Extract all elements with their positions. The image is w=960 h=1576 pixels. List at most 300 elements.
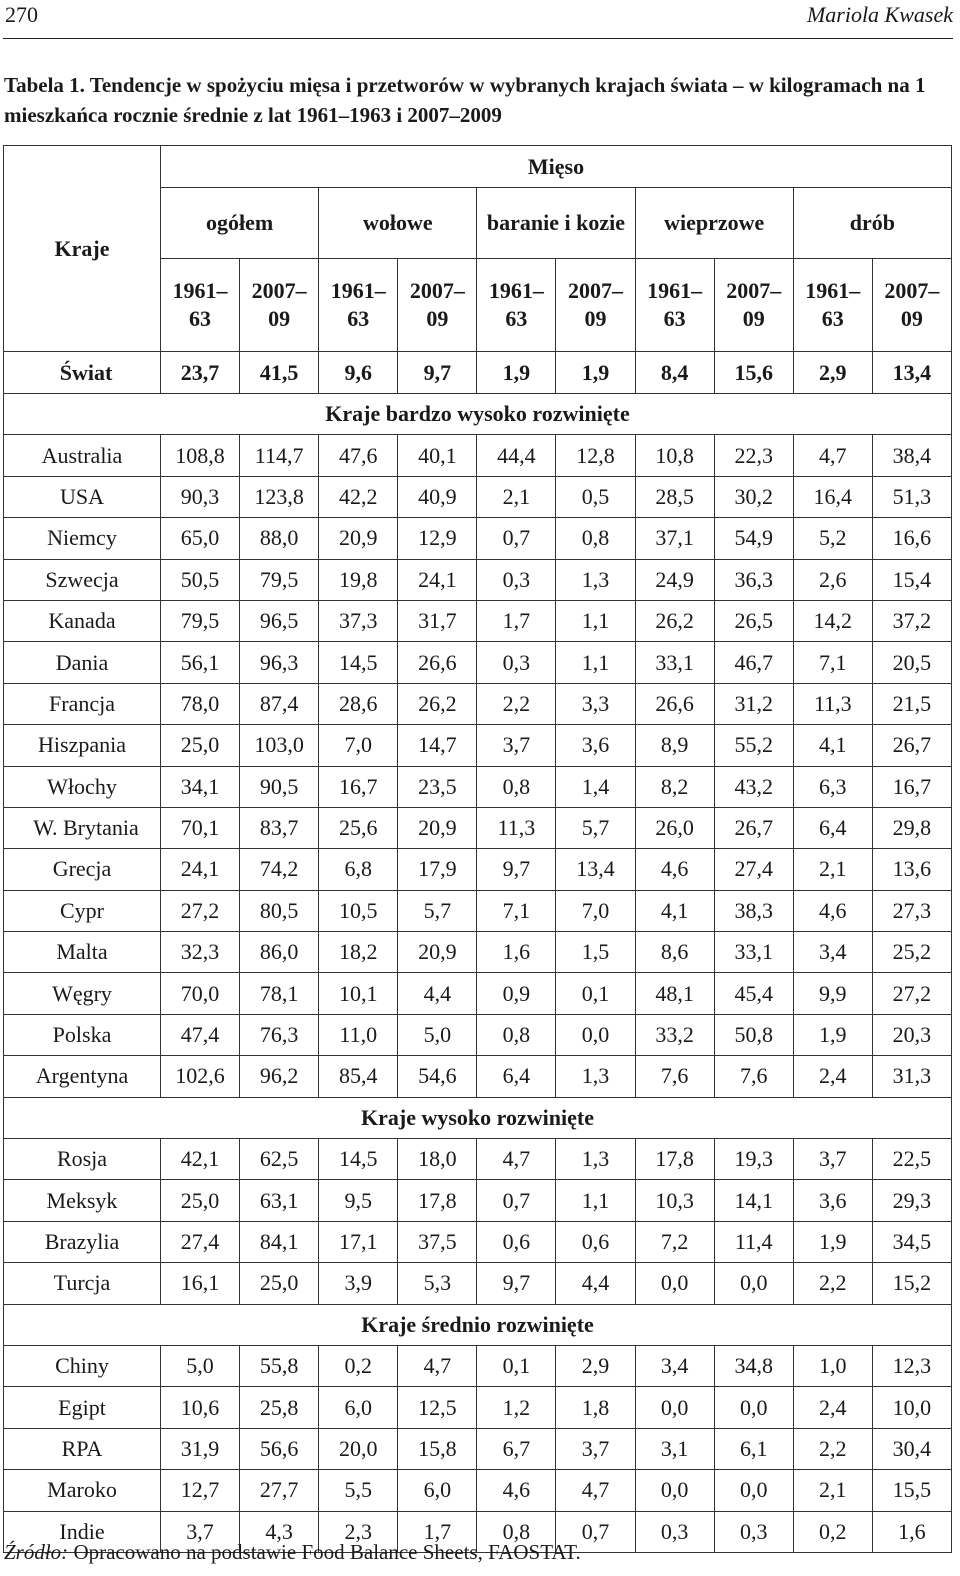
value-cell: 56,1: [161, 642, 240, 683]
value-cell: 43,2: [714, 766, 793, 807]
value-cell: 8,2: [635, 766, 714, 807]
country-name: Turcja: [4, 1263, 161, 1304]
value-cell: 1,3: [556, 559, 635, 600]
country-name: Włochy: [4, 766, 161, 807]
value-cell: 15,8: [398, 1428, 477, 1469]
value-cell: 51,3: [872, 476, 951, 517]
value-cell: 24,9: [635, 559, 714, 600]
country-name: Egipt: [4, 1387, 161, 1428]
value-cell: 24,1: [161, 849, 240, 890]
value-cell: 32,3: [161, 932, 240, 973]
value-cell: 0,6: [556, 1221, 635, 1262]
value-cell: 17,8: [635, 1139, 714, 1180]
period-header: 2007– 09: [398, 259, 477, 352]
value-cell: 86,0: [240, 932, 319, 973]
value-cell: 14,1: [714, 1180, 793, 1221]
value-cell: 1,8: [556, 1387, 635, 1428]
value-cell: 9,7: [398, 352, 477, 394]
value-cell: 31,2: [714, 683, 793, 724]
value-cell: 103,0: [240, 725, 319, 766]
value-cell: 3,6: [793, 1180, 872, 1221]
value-cell: 87,4: [240, 683, 319, 724]
value-cell: 24,1: [398, 559, 477, 600]
value-cell: 50,8: [714, 1014, 793, 1055]
value-cell: 27,4: [161, 1221, 240, 1262]
value-cell: 0,8: [477, 1511, 556, 1552]
value-cell: 79,5: [240, 559, 319, 600]
value-cell: 15,2: [872, 1263, 951, 1304]
value-cell: 3,1: [635, 1428, 714, 1469]
table-row: [4, 1180, 952, 1221]
value-cell: 31,9: [161, 1428, 240, 1469]
value-cell: 26,7: [714, 807, 793, 848]
value-cell: 23,7: [161, 352, 240, 394]
value-cell: 19,3: [714, 1139, 793, 1180]
table-body: [4, 352, 952, 1553]
value-cell: 4,6: [635, 849, 714, 890]
world-name: Świat: [4, 352, 161, 394]
value-cell: 76,3: [240, 1014, 319, 1055]
value-cell: 33,1: [635, 642, 714, 683]
value-cell: 1,1: [556, 600, 635, 641]
period-header: 1961– 63: [319, 259, 398, 352]
value-cell: 33,2: [635, 1014, 714, 1055]
table-head: [4, 146, 952, 352]
value-cell: 40,9: [398, 476, 477, 517]
category-header: wołowe: [319, 188, 477, 259]
value-cell: 4,6: [793, 890, 872, 931]
value-cell: 26,5: [714, 600, 793, 641]
table-row: [4, 1221, 952, 1262]
country-name: Szwecja: [4, 559, 161, 600]
value-cell: 38,4: [872, 435, 951, 476]
value-cell: 7,0: [319, 725, 398, 766]
value-cell: 108,8: [161, 435, 240, 476]
value-cell: 29,3: [872, 1180, 951, 1221]
value-cell: 0,5: [556, 476, 635, 517]
value-cell: 8,6: [635, 932, 714, 973]
value-cell: 0,2: [793, 1511, 872, 1552]
value-cell: 96,2: [240, 1056, 319, 1097]
value-cell: 5,0: [398, 1014, 477, 1055]
value-cell: 7,1: [477, 890, 556, 931]
value-cell: 0,3: [477, 642, 556, 683]
value-cell: 1,0: [793, 1345, 872, 1386]
period-header: 1961– 63: [161, 259, 240, 352]
period-header: 2007– 09: [240, 259, 319, 352]
country-name: W. Brytania: [4, 807, 161, 848]
value-cell: 37,2: [872, 600, 951, 641]
value-cell: 34,1: [161, 766, 240, 807]
country-name: Francja: [4, 683, 161, 724]
value-cell: 1,6: [872, 1511, 951, 1552]
value-cell: 2,1: [477, 476, 556, 517]
value-cell: 14,5: [319, 642, 398, 683]
value-cell: 34,8: [714, 1345, 793, 1386]
table-row: [4, 476, 952, 517]
value-cell: 1,3: [556, 1056, 635, 1097]
category-header: baranie i kozie: [477, 188, 635, 259]
value-cell: 0,1: [477, 1345, 556, 1386]
value-cell: 21,5: [872, 683, 951, 724]
source-text: Opracowano na podstawie Food Balance Sheets, FAOSTAT.: [68, 1540, 581, 1564]
group-heading-row: [4, 1304, 952, 1345]
value-cell: 25,8: [240, 1387, 319, 1428]
country-name: Rosja: [4, 1139, 161, 1180]
table-row: [4, 1428, 952, 1469]
value-cell: 8,4: [635, 352, 714, 394]
country-name: Malta: [4, 932, 161, 973]
value-cell: 3,9: [319, 1263, 398, 1304]
value-cell: 0,6: [477, 1221, 556, 1262]
value-cell: 1,2: [477, 1387, 556, 1428]
country-name: Australia: [4, 435, 161, 476]
value-cell: 3,4: [635, 1345, 714, 1386]
value-cell: 1,1: [556, 1180, 635, 1221]
country-name: Dania: [4, 642, 161, 683]
value-cell: 42,2: [319, 476, 398, 517]
value-cell: 27,3: [872, 890, 951, 931]
value-cell: 20,9: [319, 518, 398, 559]
kraje-header: Kraje: [4, 146, 161, 352]
value-cell: 70,0: [161, 973, 240, 1014]
value-cell: 12,7: [161, 1470, 240, 1511]
value-cell: 1,9: [556, 352, 635, 394]
value-cell: 26,2: [635, 600, 714, 641]
country-name: Cypr: [4, 890, 161, 931]
value-cell: 4,7: [793, 435, 872, 476]
value-cell: 6,4: [793, 807, 872, 848]
value-cell: 14,5: [319, 1139, 398, 1180]
value-cell: 0,0: [635, 1263, 714, 1304]
group-heading: Kraje wysoko rozwinięte: [4, 1097, 952, 1138]
value-cell: 56,6: [240, 1428, 319, 1469]
value-cell: 26,7: [872, 725, 951, 766]
period-header: 1961– 63: [477, 259, 556, 352]
value-cell: 16,4: [793, 476, 872, 517]
value-cell: 28,5: [635, 476, 714, 517]
value-cell: 15,4: [872, 559, 951, 600]
value-cell: 114,7: [240, 435, 319, 476]
value-cell: 31,3: [872, 1056, 951, 1097]
value-cell: 2,9: [793, 352, 872, 394]
value-cell: 16,7: [319, 766, 398, 807]
country-name: Brazylia: [4, 1221, 161, 1262]
value-cell: 3,7: [793, 1139, 872, 1180]
value-cell: 5,3: [398, 1263, 477, 1304]
value-cell: 0,0: [635, 1470, 714, 1511]
country-name: USA: [4, 476, 161, 517]
value-cell: 6,4: [477, 1056, 556, 1097]
value-cell: 3,7: [477, 725, 556, 766]
table-row: [4, 642, 952, 683]
value-cell: 9,5: [319, 1180, 398, 1221]
value-cell: 29,8: [872, 807, 951, 848]
page-number: 270: [5, 2, 38, 27]
value-cell: 9,7: [477, 1263, 556, 1304]
value-cell: 0,8: [477, 766, 556, 807]
value-cell: 14,2: [793, 600, 872, 641]
value-cell: 31,7: [398, 600, 477, 641]
value-cell: 7,1: [793, 642, 872, 683]
value-cell: 27,7: [240, 1470, 319, 1511]
value-cell: 37,1: [635, 518, 714, 559]
value-cell: 37,3: [319, 600, 398, 641]
value-cell: 22,3: [714, 435, 793, 476]
value-cell: 10,3: [635, 1180, 714, 1221]
value-cell: 2,4: [793, 1387, 872, 1428]
value-cell: 25,2: [872, 932, 951, 973]
country-name: Węgry: [4, 973, 161, 1014]
value-cell: 78,1: [240, 973, 319, 1014]
value-cell: 2,4: [793, 1056, 872, 1097]
country-name: Chiny: [4, 1345, 161, 1386]
value-cell: 5,7: [556, 807, 635, 848]
table-row: [4, 1470, 952, 1511]
value-cell: 0,0: [714, 1387, 793, 1428]
value-cell: 1,3: [556, 1139, 635, 1180]
value-cell: 2,3: [319, 1511, 398, 1552]
table-row: [4, 1014, 952, 1055]
value-cell: 1,5: [556, 932, 635, 973]
value-cell: 0,3: [714, 1511, 793, 1552]
value-cell: 7,2: [635, 1221, 714, 1262]
value-cell: 12,9: [398, 518, 477, 559]
table-row: [4, 1056, 952, 1097]
value-cell: 50,5: [161, 559, 240, 600]
table-row: [4, 518, 952, 559]
value-cell: 85,4: [319, 1056, 398, 1097]
table-row: [4, 600, 952, 641]
value-cell: 12,5: [398, 1387, 477, 1428]
value-cell: 27,2: [161, 890, 240, 931]
value-cell: 63,1: [240, 1180, 319, 1221]
value-cell: 0,0: [714, 1470, 793, 1511]
value-cell: 9,6: [319, 352, 398, 394]
value-cell: 46,7: [714, 642, 793, 683]
value-cell: 44,4: [477, 435, 556, 476]
value-cell: 2,9: [556, 1345, 635, 1386]
value-cell: 17,1: [319, 1221, 398, 1262]
value-cell: 11,0: [319, 1014, 398, 1055]
value-cell: 12,8: [556, 435, 635, 476]
value-cell: 6,8: [319, 849, 398, 890]
country-name: Niemcy: [4, 518, 161, 559]
value-cell: 6,0: [398, 1470, 477, 1511]
value-cell: 11,3: [477, 807, 556, 848]
value-cell: 6,7: [477, 1428, 556, 1469]
value-cell: 25,0: [161, 725, 240, 766]
value-cell: 20,0: [319, 1428, 398, 1469]
value-cell: 0,7: [477, 518, 556, 559]
value-cell: 4,7: [477, 1139, 556, 1180]
value-cell: 0,1: [556, 973, 635, 1014]
value-cell: 54,6: [398, 1056, 477, 1097]
value-cell: 3,7: [556, 1428, 635, 1469]
world-row: [4, 352, 952, 394]
value-cell: 7,6: [635, 1056, 714, 1097]
value-cell: 20,3: [872, 1014, 951, 1055]
value-cell: 2,2: [793, 1263, 872, 1304]
value-cell: 88,0: [240, 518, 319, 559]
value-cell: 4,3: [240, 1511, 319, 1552]
value-cell: 41,5: [240, 352, 319, 394]
source-label: Źródło:: [4, 1540, 69, 1564]
value-cell: 4,7: [398, 1345, 477, 1386]
value-cell: 7,6: [714, 1056, 793, 1097]
table-row: [4, 932, 952, 973]
value-cell: 2,6: [793, 559, 872, 600]
group-heading-row: [4, 394, 952, 435]
value-cell: 0,0: [556, 1014, 635, 1055]
value-cell: 5,2: [793, 518, 872, 559]
value-cell: 3,6: [556, 725, 635, 766]
value-cell: 9,7: [477, 849, 556, 890]
table-row: [4, 1345, 952, 1386]
value-cell: 40,1: [398, 435, 477, 476]
value-cell: 15,5: [872, 1470, 951, 1511]
table-row: [4, 849, 952, 890]
value-cell: 6,1: [714, 1428, 793, 1469]
value-cell: 2,1: [793, 849, 872, 890]
value-cell: 47,4: [161, 1014, 240, 1055]
value-cell: 5,7: [398, 890, 477, 931]
value-cell: 48,1: [635, 973, 714, 1014]
value-cell: 16,6: [872, 518, 951, 559]
value-cell: 0,3: [635, 1511, 714, 1552]
value-cell: 6,3: [793, 766, 872, 807]
value-cell: 70,1: [161, 807, 240, 848]
value-cell: 34,5: [872, 1221, 951, 1262]
value-cell: 5,5: [319, 1470, 398, 1511]
value-cell: 0,9: [477, 973, 556, 1014]
value-cell: 1,6: [477, 932, 556, 973]
table-row: [4, 766, 952, 807]
value-cell: 3,3: [556, 683, 635, 724]
table-row: [4, 1387, 952, 1428]
value-cell: 55,8: [240, 1345, 319, 1386]
value-cell: 96,5: [240, 600, 319, 641]
value-cell: 10,1: [319, 973, 398, 1014]
value-cell: 30,4: [872, 1428, 951, 1469]
value-cell: 20,9: [398, 932, 477, 973]
value-cell: 1,4: [556, 766, 635, 807]
category-header: drób: [793, 188, 951, 259]
value-cell: 123,8: [240, 476, 319, 517]
value-cell: 25,0: [240, 1263, 319, 1304]
value-cell: 2,1: [793, 1470, 872, 1511]
value-cell: 96,3: [240, 642, 319, 683]
value-cell: 0,7: [477, 1180, 556, 1221]
value-cell: 90,5: [240, 766, 319, 807]
value-cell: 13,4: [872, 352, 951, 394]
value-cell: 27,4: [714, 849, 793, 890]
running-author: Mariola Kwasek: [806, 2, 953, 27]
value-cell: 6,0: [319, 1387, 398, 1428]
value-cell: 25,6: [319, 807, 398, 848]
value-cell: 14,7: [398, 725, 477, 766]
value-cell: 10,8: [635, 435, 714, 476]
value-cell: 65,0: [161, 518, 240, 559]
meat-consumption-table: [3, 145, 952, 1553]
table-row: [4, 1139, 952, 1180]
value-cell: 33,1: [714, 932, 793, 973]
value-cell: 13,6: [872, 849, 951, 890]
country-name: Indie: [4, 1511, 161, 1552]
value-cell: 12,3: [872, 1345, 951, 1386]
value-cell: 20,5: [872, 642, 951, 683]
period-header: 1961– 63: [635, 259, 714, 352]
table-row: [4, 559, 952, 600]
value-cell: 80,5: [240, 890, 319, 931]
table-row: [4, 725, 952, 766]
value-cell: 1,1: [556, 642, 635, 683]
value-cell: 4,4: [556, 1263, 635, 1304]
value-cell: 0,3: [477, 559, 556, 600]
value-cell: 1,9: [477, 352, 556, 394]
value-cell: 4,1: [793, 725, 872, 766]
country-name: Polska: [4, 1014, 161, 1055]
value-cell: 84,1: [240, 1221, 319, 1262]
value-cell: 27,2: [872, 973, 951, 1014]
value-cell: 19,8: [319, 559, 398, 600]
value-cell: 13,4: [556, 849, 635, 890]
value-cell: 16,1: [161, 1263, 240, 1304]
value-cell: 17,8: [398, 1180, 477, 1221]
value-cell: 0,0: [635, 1387, 714, 1428]
value-cell: 0,8: [477, 1014, 556, 1055]
value-cell: 78,0: [161, 683, 240, 724]
period-header: 2007– 09: [872, 259, 951, 352]
value-cell: 11,4: [714, 1221, 793, 1262]
table-row: [4, 1263, 952, 1304]
value-cell: 11,3: [793, 683, 872, 724]
value-cell: 36,3: [714, 559, 793, 600]
value-cell: 1,9: [793, 1221, 872, 1262]
category-header: ogółem: [161, 188, 319, 259]
table-row: [4, 435, 952, 476]
value-cell: 90,3: [161, 476, 240, 517]
value-cell: 3,7: [161, 1511, 240, 1552]
value-cell: 4,7: [556, 1470, 635, 1511]
value-cell: 7,0: [556, 890, 635, 931]
value-cell: 74,2: [240, 849, 319, 890]
value-cell: 47,6: [319, 435, 398, 476]
group-heading: Kraje bardzo wysoko rozwinięte: [4, 394, 952, 435]
value-cell: 4,6: [477, 1470, 556, 1511]
value-cell: 26,0: [635, 807, 714, 848]
value-cell: 0,0: [714, 1263, 793, 1304]
value-cell: 1,7: [477, 600, 556, 641]
period-header: 2007– 09: [714, 259, 793, 352]
group-heading: Kraje średnio rozwinięte: [4, 1304, 952, 1345]
value-cell: 17,9: [398, 849, 477, 890]
value-cell: 79,5: [161, 600, 240, 641]
period-header: 2007– 09: [556, 259, 635, 352]
value-cell: 22,5: [872, 1139, 951, 1180]
value-cell: 5,0: [161, 1345, 240, 1386]
value-cell: 10,0: [872, 1387, 951, 1428]
table-row: [4, 973, 952, 1014]
table-row: [4, 683, 952, 724]
value-cell: 0,2: [319, 1345, 398, 1386]
value-cell: 2,2: [477, 683, 556, 724]
group-heading-row: [4, 1097, 952, 1138]
value-cell: 42,1: [161, 1139, 240, 1180]
value-cell: 0,8: [556, 518, 635, 559]
value-cell: 1,7: [398, 1511, 477, 1552]
value-cell: 38,3: [714, 890, 793, 931]
